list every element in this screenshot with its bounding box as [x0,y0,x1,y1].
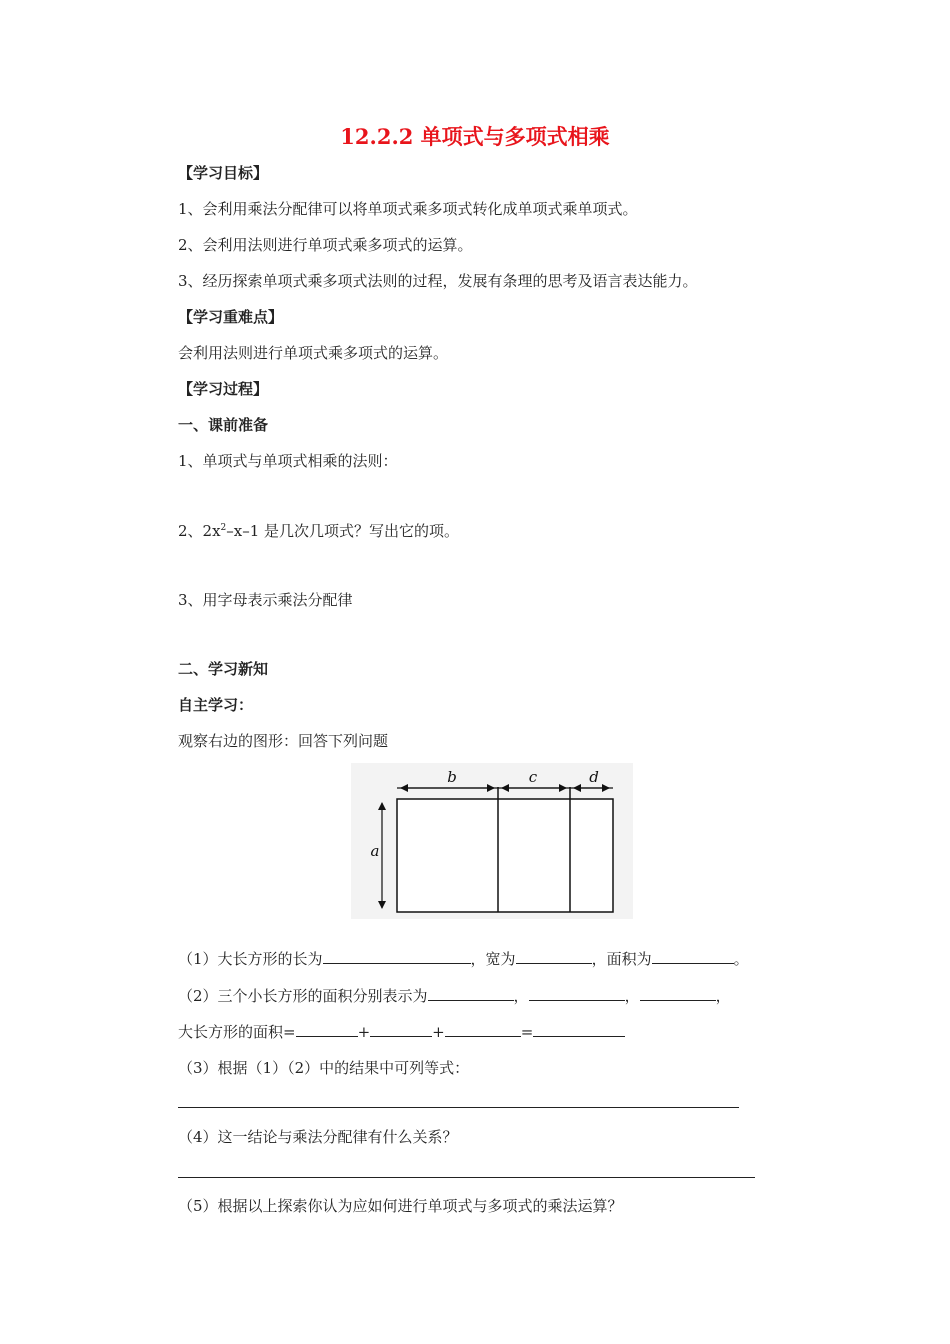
question-4: （4）这一结论与乘法分配律有什么关系？ [178,1128,458,1146]
key-points-text: 会利用法则进行单项式乘多项式的运算。 [178,344,449,362]
key-points-heading: 【学习重难点】 [178,308,284,326]
goal-item-2: 2、会利用法则进行单项式乘多项式的运算。 [178,236,473,254]
question-2: （2）三个小长方形的面积分别表示为 ， ， ， [178,987,731,1005]
prep-question-3: 3、用字母表示乘法分配律 [178,591,353,609]
label-c: c [528,768,538,786]
answer-blank[interactable] [516,949,592,964]
large-rectangle-area-line: 大长方形的面积= + + = [178,1022,625,1042]
goal-item-3: 3、经历探索单项式乘多项式法则的过程，发展有条理的思考及语言表达能力。 [178,272,698,290]
question-3: （3）根据（1）（2）中的结果中可列等式： [178,1059,470,1077]
question-5: （5）根据以上探索你认为应如何进行单项式与多项式的乘法运算？ [178,1197,623,1215]
answer-blank[interactable] [323,949,471,964]
answer-line-3[interactable] [178,1107,739,1108]
answer-blank[interactable] [296,1022,358,1037]
learning-process-heading: 【学习过程】 [178,380,269,398]
answer-blank[interactable] [640,986,716,1001]
answer-blank[interactable] [652,949,734,964]
goal-item-1: 1、会利用乘法分配律可以将单项式乘多项式转化成单项式乘单项式。 [178,200,638,218]
prep-question-1: 1、单项式与单项式相乘的法则： [178,452,398,470]
rectangle-diagram [351,763,633,919]
learning-goals-heading: 【学习目标】 [178,164,269,182]
document-title: 12.2.2 单项式与多项式相乘 [340,124,610,149]
exponent: 2 [220,523,227,533]
prep-question-2: 2、$2x^2-x-1$ 是几次几项式？写出它的项。 [178,522,460,540]
preparation-heading: 一、课前准备 [178,416,269,434]
answer-blank[interactable] [533,1022,625,1037]
self-study-label: 自主学习： [178,696,254,714]
answer-blank[interactable] [529,986,625,1001]
answer-blank[interactable] [370,1022,432,1037]
label-b: b [447,768,457,786]
new-knowledge-heading: 二、学习新知 [178,660,269,678]
observe-instruction: 观察右边的图形：回答下列问题 [178,732,389,750]
answer-line-4[interactable] [178,1177,755,1178]
large-rectangle [397,799,613,912]
question-1: （1）大长方形的长为 ，宽为 ，面积为 。 [178,950,749,968]
label-a: a [370,842,380,860]
answer-blank[interactable] [445,1022,521,1037]
answer-blank[interactable] [428,986,514,1001]
label-d: d [589,768,599,786]
